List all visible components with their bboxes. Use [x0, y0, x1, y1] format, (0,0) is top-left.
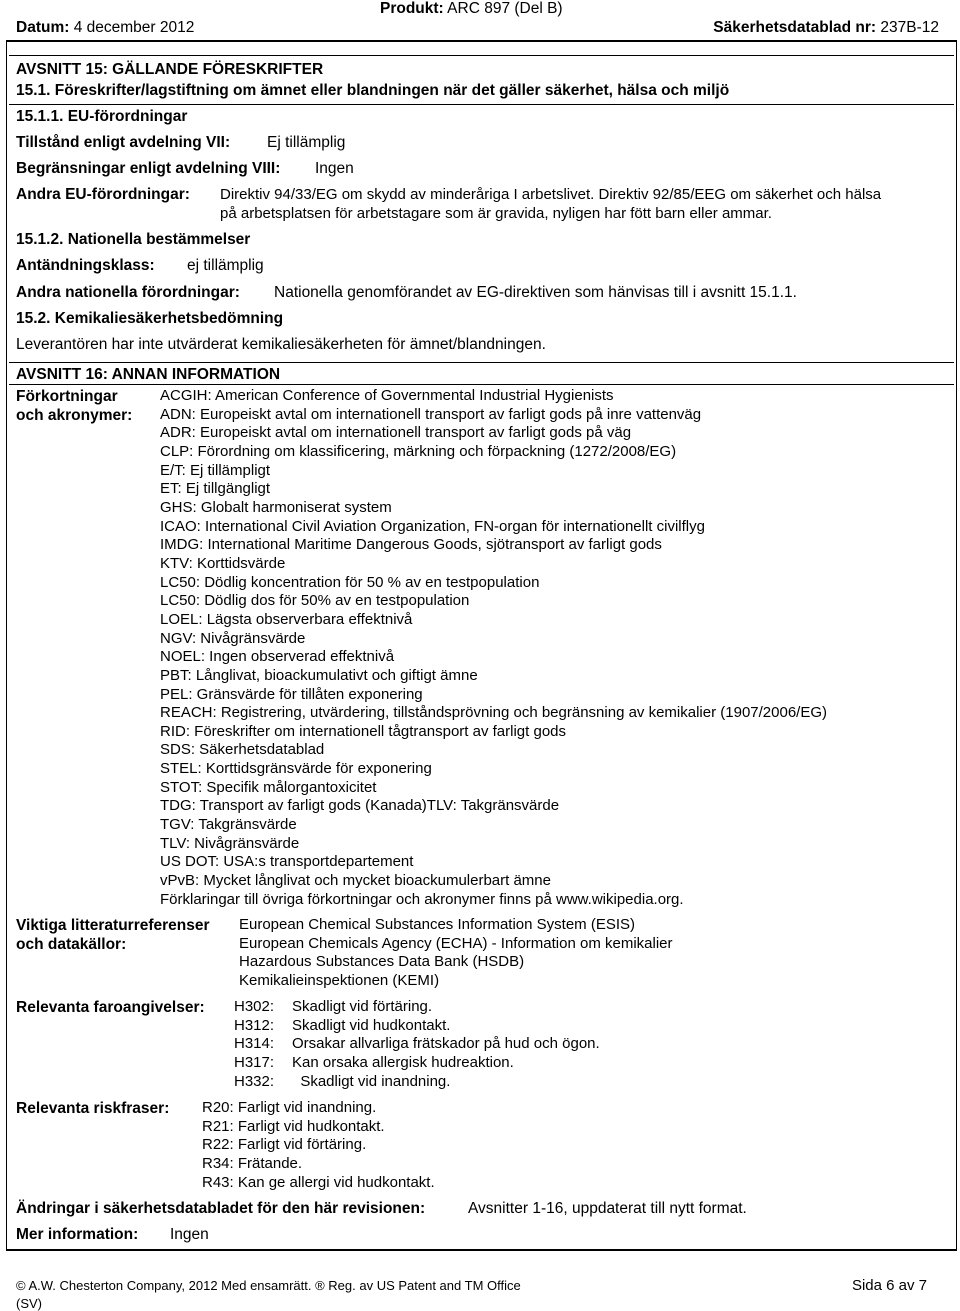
section15-2-heading: 15.2. Kemikaliesäkerhetsbedömning [16, 310, 284, 327]
header-date [16, 19, 194, 37]
abbreviations-label-line-2: och akronymer: [16, 407, 133, 424]
hazard-text: Kan orsaka allergisk hudreaktion. [292, 1053, 514, 1071]
revision-changes-value: Avsnitter 1-16, uppdaterat till nytt format. [468, 1200, 747, 1217]
hazard-code: H314: [234, 1035, 275, 1053]
section15-heading-rule [9, 104, 954, 105]
hazard-text: Orsakar allvarliga frätskador på hud och ögon. [292, 1035, 600, 1053]
hazard-statement-item [234, 998, 600, 1017]
abbreviation-item: Förklaringar till övriga förkortningar och akronymer finns på www.wikipedia.org. [160, 890, 684, 908]
date-label: Datum: [16, 19, 70, 36]
section16-heading-rule [9, 384, 954, 385]
sds-label: Säkerhetsdatablad nr: [713, 19, 877, 36]
risk-phrases-label: Relevanta riskfraser: [16, 1100, 170, 1117]
hazard-statement-item [234, 1073, 600, 1092]
flammability-label: Antändningsklass: [16, 257, 155, 274]
abbreviation-item: IMDG: International Maritime Dangerous Goods, sjötransport av farligt gods [160, 536, 662, 554]
abbreviation-item: ACGIH: American Conference of Governmental Industrial Hygienists [160, 387, 614, 404]
abbreviation-item: US DOT: USA:s transportdepartement [160, 853, 414, 871]
abbreviation-item: REACH: Registrering, utvärdering, tillståndsprövning och begränsning av kemikalier (1907/2006/EG) [160, 704, 828, 722]
hazard-statement-item [234, 1035, 600, 1054]
hazard-code: H312: [234, 1016, 275, 1034]
footer-top-rule [6, 1249, 957, 1251]
flammability-value: ej tillämplig [187, 257, 264, 274]
abbreviation-item: ADR: Europeiskt avtal om internationell transport av farligt gods på väg [160, 424, 632, 442]
section15-top-rule [9, 55, 954, 56]
hazard-statement-item [234, 1054, 600, 1073]
risk-phrase-item: R21: Farligt vid hudkontakt. [202, 1117, 385, 1135]
other-national-value: Nationella genomförandet av EG-direktiven som hänvisas till i avsnitt 15.1.1. [274, 284, 797, 301]
footer-page-number: Sida 6 av 7 [851, 1277, 927, 1294]
header-product [380, 0, 563, 18]
sds-value: 237B-12 [880, 19, 939, 36]
hazard-text: Skadligt vid inandning. [292, 1072, 451, 1090]
abbreviation-item: PBT: Långlivat, bioackumulativt och giftigt ämne [160, 666, 478, 684]
hazard-text: Skadligt vid förtäring. [292, 998, 433, 1015]
abbreviation-item: PEL: Gränsvärde för tillåten exponering [160, 685, 423, 703]
abbreviation-item: vPvB: Mycket långlivat och mycket bioackumulerbart ämne [160, 872, 551, 890]
hazard-code: H332: [234, 1072, 275, 1090]
references-list [239, 916, 673, 991]
date-value: 4 december 2012 [73, 19, 195, 36]
more-info-label: Mer information: [16, 1226, 139, 1243]
reference-item: European Chemicals Agency (ECHA) - Information om kemikalier [239, 934, 673, 952]
revision-changes-label: Ändringar i säkerhetsdatabladet för den här revisionen: [16, 1200, 426, 1217]
abbreviation-item: CLP: Förordning om klassificering, märkning och förpackning (1272/2008/EG) [160, 442, 677, 460]
header-top-rule [6, 40, 957, 42]
section15-1-heading: 15.1. Föreskrifter/lagstiftning om ämnet eller blandningen när det gäller säkerhet, hälsa och miljö [16, 82, 730, 99]
abbreviation-item: NGV: Nivågränsvärde [160, 629, 306, 647]
abbreviation-item: STEL: Korttidsgränsvärde för exponering [160, 760, 432, 778]
other-national-label: Andra nationella förordningar: [16, 284, 240, 301]
footer-language: (SV) [16, 1296, 42, 1311]
restrictions-label: Begränsningar enligt avdelning VIII: [16, 160, 281, 177]
section15-1-1-heading: 15.1.1. EU-förordningar [16, 108, 188, 125]
abbreviation-item: TLV: Nivågränsvärde [160, 834, 300, 852]
other-eu-line-1: Direktiv 94/33/EG om skydd av minderåriga I arbetslivet. Direktiv 92/85/EEG om säkerhet och hälsa [220, 186, 882, 203]
abbreviation-item: LC50: Dödlig dos för 50% av en testpopulation [160, 592, 470, 610]
abbreviation-item: LC50: Dödlig koncentration för 50 % av en testpopulation [160, 573, 540, 591]
abbreviation-item: NOEL: Ingen observerad effektnivå [160, 648, 395, 666]
risk-phrase-item: R34: Frätande. [202, 1154, 303, 1172]
authorization-label: Tillstånd enligt avdelning VII: [16, 134, 231, 151]
abbreviation-item: ET: Ej tillgängligt [160, 480, 271, 498]
abbreviation-item: E/T: Ej tillämpligt [160, 461, 271, 479]
abbreviation-item: RID: Föreskrifter om internationell tågtransport av farligt gods [160, 722, 567, 740]
restrictions-value: Ingen [315, 160, 354, 177]
more-info-value: Ingen [170, 1226, 209, 1243]
section15-1-2-heading: 15.1.2. Nationella bestämmelser [16, 231, 251, 248]
product-label: Produkt: [380, 0, 444, 17]
section16-title: AVSNITT 16: ANNAN INFORMATION [16, 366, 281, 383]
hazard-code: H302: [234, 998, 275, 1015]
abbreviation-item: SDS: Säkerhetsdatablad [160, 741, 325, 759]
abbreviation-item: ICAO: International Civil Aviation Organization, FN-organ för internationellt civilflyg [160, 517, 705, 535]
hazard-text: Skadligt vid hudkontakt. [292, 1016, 451, 1034]
left-border-line [6, 40, 7, 1250]
risk-phrase-item: R22: Farligt vid förtäring. [202, 1136, 367, 1154]
abbreviation-item: STOT: Specifik målorgantoxicitet [160, 778, 377, 796]
hazard-statements-list [234, 998, 600, 1091]
product-value: ARC 897 (Del B) [447, 0, 563, 17]
reference-item: Hazardous Substances Data Bank (HSDB) [239, 953, 525, 971]
references-label-line-1: Viktiga litteraturreferenser [16, 917, 210, 934]
assessment-text: Leverantören har inte utvärderat kemikaliesäkerheten för ämnet/blandningen. [16, 336, 546, 353]
hazard-code: H317: [234, 1053, 275, 1071]
authorization-value: Ej tillämplig [267, 134, 346, 151]
section15-title: AVSNITT 15: GÄLLANDE FÖRESKRIFTER [16, 61, 324, 78]
references-label-line-2: och datakällor: [16, 936, 127, 953]
hazard-statement-item [234, 1017, 600, 1036]
abbreviation-item: LOEL: Lägsta observerbara effektnivå [160, 610, 413, 628]
risk-phrase-item: R43: Kan ge allergi vid hudkontakt. [202, 1173, 435, 1191]
reference-item: Kemikalieinspektionen (KEMI) [239, 971, 440, 989]
section16-top-rule [9, 362, 954, 363]
abbreviation-item: KTV: Korttidsvärde [160, 554, 286, 572]
right-border-line [956, 40, 957, 1250]
risk-phrases-list [202, 1099, 435, 1192]
abbreviations-label-line-1: Förkortningar [16, 388, 118, 405]
abbreviation-item: TDG: Transport av farligt gods (Kanada)TLV: Takgränsvärde [160, 797, 560, 815]
risk-phrase-item: R20: Farligt vid inandning. [202, 1099, 377, 1116]
abbreviation-item: ADN: Europeiskt avtal om internationell transport av farligt gods på inre vattenväg [160, 405, 702, 423]
other-eu-line-2: på arbetsplatsen för arbetstagare som är gravida, nyligen har fött barn eller ammar. [220, 205, 772, 222]
other-eu-label: Andra EU-förordningar: [16, 186, 190, 203]
header-sds-number [713, 19, 939, 37]
abbreviations-list [160, 387, 827, 909]
abbreviation-item: GHS: Globalt harmoniserat system [160, 498, 392, 516]
abbreviation-item: TGV: Takgränsvärde [160, 816, 297, 834]
footer-copyright: © A.W. Chesterton Company, 2012 Med ensamrätt. ® Reg. av US Patent and TM Office [16, 1278, 521, 1293]
reference-item: European Chemical Substances Information System (ESIS) [239, 916, 636, 933]
hazard-statements-label: Relevanta faroangivelser: [16, 999, 205, 1016]
